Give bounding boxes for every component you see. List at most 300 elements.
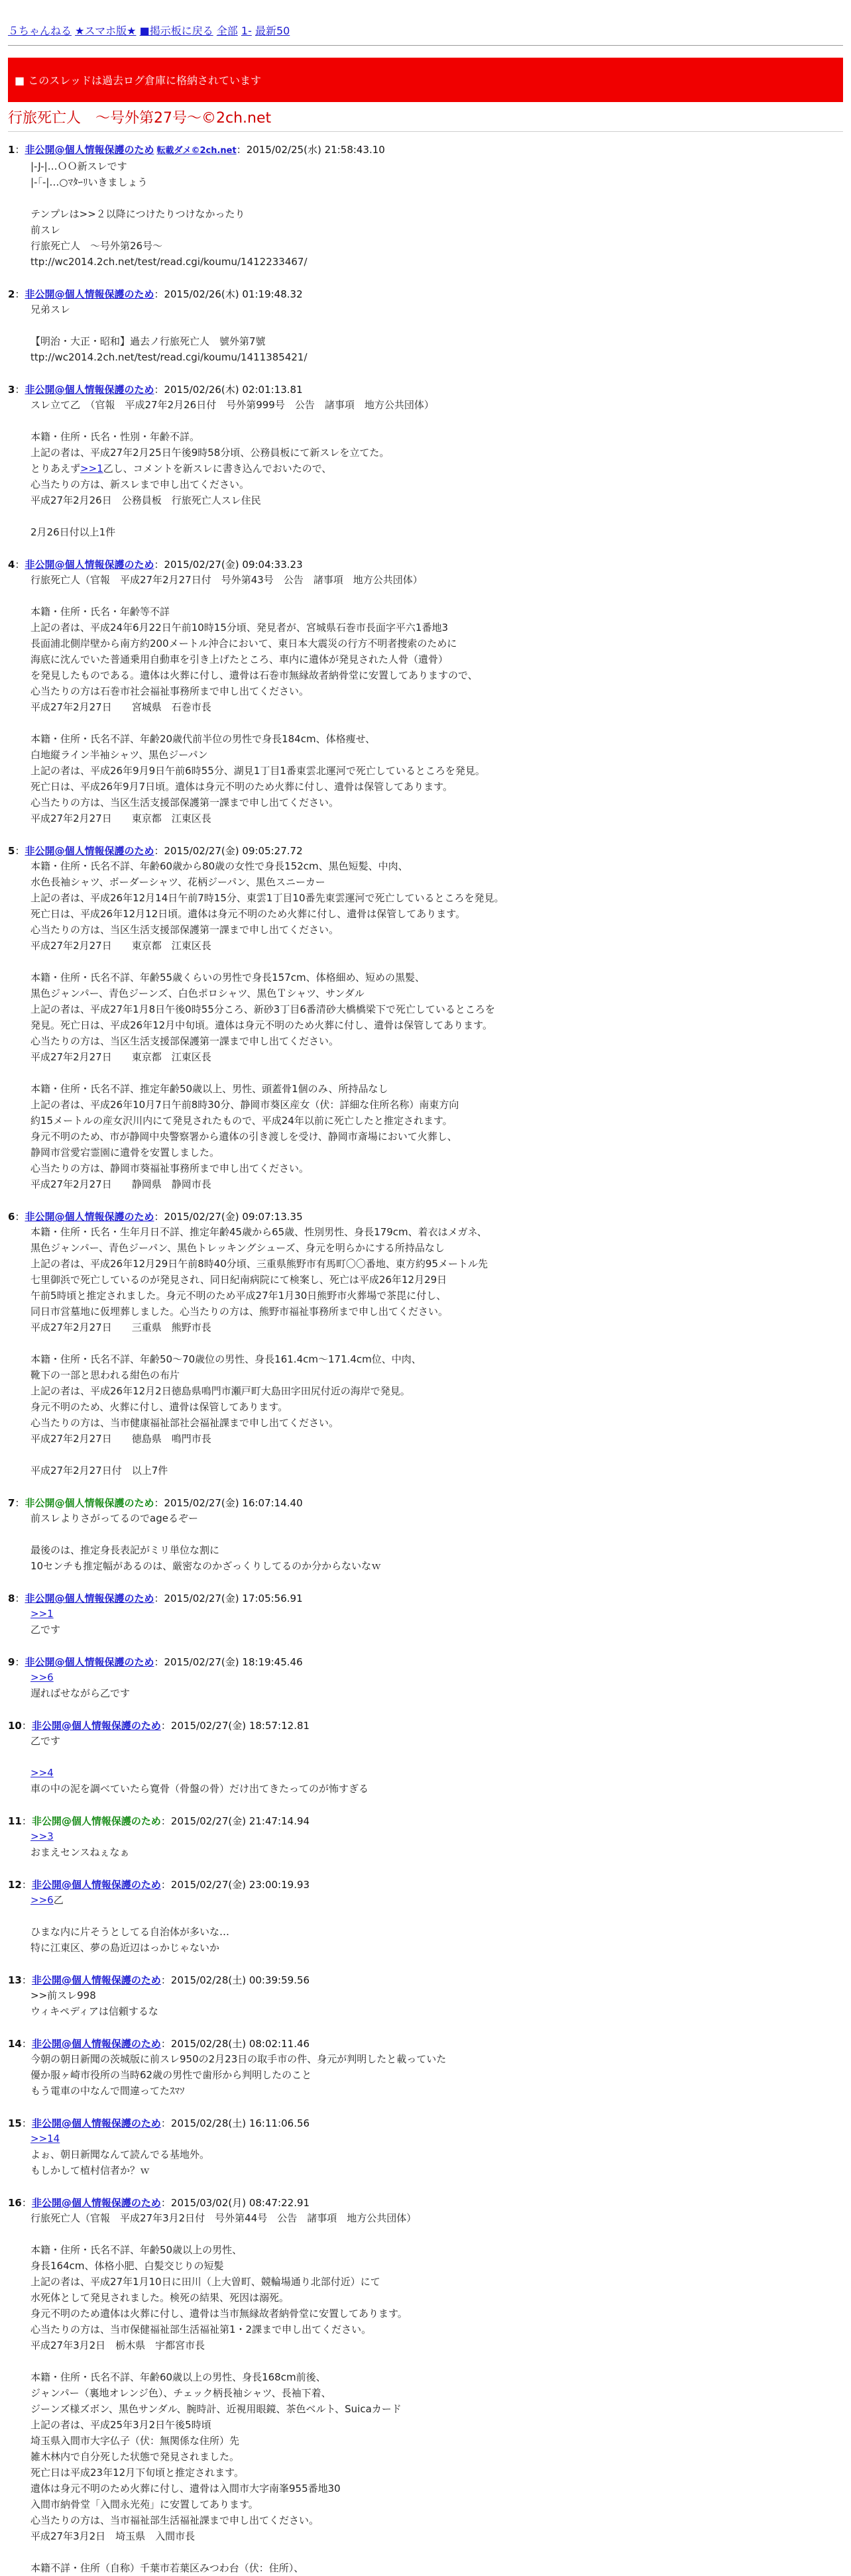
post bbox=[8, 2037, 843, 2099]
post-line bbox=[30, 174, 843, 190]
post-line bbox=[30, 1351, 843, 1367]
line-text: ウィキペディアは信頼するな bbox=[30, 2005, 158, 2017]
post-line bbox=[30, 1319, 843, 1335]
site-link[interactable]: ５ちゃんねる bbox=[8, 25, 72, 37]
line-text: 平成27年3月2日 埼玉県 入間市長 bbox=[30, 2530, 196, 2542]
post-line bbox=[30, 1097, 843, 1113]
post-number: 8 bbox=[8, 1593, 15, 1604]
post-line bbox=[30, 1685, 843, 1701]
all-link[interactable]: 全部 bbox=[216, 25, 238, 37]
post-line bbox=[30, 604, 843, 620]
post-line bbox=[30, 1335, 843, 1351]
post-line bbox=[30, 2560, 843, 2576]
post-body bbox=[30, 2131, 843, 2178]
line-text: 本籍・住所・氏名不詳、年齢50〜70歳位の男性、身長161.4cm〜171.4cm位、中肉、 bbox=[30, 1353, 422, 1365]
line-text: 心当たりの方は、静岡市葵福祉事務所まで申し出てください。 bbox=[30, 1162, 310, 1174]
line-text: 遅ればせながら乙です bbox=[30, 1687, 131, 1699]
line-text: 10センチも推定幅があるのは、厳密なのかざっくりしてるのか分からないなｗ bbox=[30, 1560, 382, 1572]
poster-name[interactable]: 非公開@個人情報保護のため bbox=[31, 2117, 161, 2129]
post-line bbox=[30, 1145, 843, 1160]
post-line bbox=[30, 2051, 843, 2067]
post-line bbox=[30, 1224, 843, 1240]
line-text: 上記の者は、平成26年10月7日午前8時30分、静岡市葵区産女（伏：詳細な住所名称）南東方向 bbox=[30, 1099, 459, 1111]
post-line bbox=[30, 2131, 843, 2147]
post-number: 5 bbox=[8, 845, 15, 857]
post bbox=[8, 1973, 843, 2019]
line-text: 平成27年2月27日 三重県 熊野市長 bbox=[30, 1321, 211, 1333]
post-line bbox=[30, 938, 843, 954]
line-text: 心当たりの方は、当市福祉部生活福祉課まで申し出てください。 bbox=[30, 2514, 319, 2526]
post-line bbox=[30, 1924, 843, 1940]
line-text: |-｢-|…○ﾏﾀｰﾘいきましょう bbox=[30, 176, 148, 188]
line-text: 約15メートルの産女沢川内にて発見されたもので、平成24年以前に死亡したと推定されます。 bbox=[30, 1115, 453, 1127]
line-text: ジーンズ様ズボン、黒色サンダル、腕時計、近視用眼鏡、茶色ベルト、Suicaカード bbox=[30, 2403, 402, 2415]
line-text: 行旅死亡人 〜号外第26号〜 bbox=[30, 240, 163, 252]
post-number: 6 bbox=[8, 1211, 15, 1223]
line-text: 今朝の朝日新聞の茨城版に前スレ950の2月23日の取手市の件、身元が判明したと載っていた bbox=[30, 2053, 447, 2065]
line-text: 上記の者は、平成25年3月2日午後5時頃 bbox=[30, 2419, 211, 2431]
post-date: ：2015/02/27(金) 09:05:27.72 bbox=[154, 845, 303, 857]
line-text: 乙です bbox=[30, 1624, 61, 1636]
line-text: 平成27年2月27日 東京都 江東区長 bbox=[30, 1051, 211, 1063]
post bbox=[8, 844, 843, 1192]
post-line bbox=[30, 429, 843, 445]
post-line bbox=[30, 445, 843, 461]
post-date: ：2015/02/25(水) 21:58:43.10 bbox=[236, 144, 385, 156]
poster-name[interactable]: 非公開@個人情報保護のため bbox=[31, 1879, 161, 1891]
post bbox=[8, 1877, 843, 1956]
post-date: ：2015/03/02(月) 08:47:22.91 bbox=[160, 2197, 310, 2209]
post-line bbox=[30, 349, 843, 365]
post-line bbox=[30, 2481, 843, 2496]
post bbox=[8, 1591, 843, 1638]
post-body bbox=[30, 397, 843, 540]
line-text: 心当たりの方は、当市保健福祉部生活福祉第1・2課まで申し出てください。 bbox=[30, 2324, 372, 2335]
line-text: 平成27年3月2日 栃木県 宇都宮市長 bbox=[30, 2339, 205, 2351]
post bbox=[8, 142, 843, 270]
post-header: 4：非公開@個人情報保護のため：2015/02/27(金) 09:04:33.23 bbox=[8, 559, 303, 571]
post-date: ：2015/02/28(土) 08:02:11.46 bbox=[160, 2038, 310, 2050]
post bbox=[8, 1209, 843, 1479]
post-line bbox=[30, 2369, 843, 2385]
line-text: 黒色ジャンパー、青色ジーンズ、白色ポロシャツ、黒色Ｔシャツ、サンダル bbox=[30, 987, 365, 999]
post-line bbox=[30, 1908, 843, 1924]
post-body bbox=[30, 572, 843, 826]
post-line bbox=[30, 2417, 843, 2433]
post-date: ：2015/02/26(木) 02:01:13.81 bbox=[154, 384, 303, 396]
post bbox=[8, 1814, 843, 1860]
post-line bbox=[30, 651, 843, 667]
line-text: 平成27年2月27日 宮城県 石巻市長 bbox=[30, 701, 211, 713]
post-header: 7：非公開@個人情報保護のため：2015/02/27(金) 16:07:14.40 bbox=[8, 1497, 303, 1509]
line-text: 本籍不詳・住所（自称）千葉市若葉区みつわ台（伏：住所）、 bbox=[30, 2562, 304, 2574]
post-line bbox=[30, 2147, 843, 2162]
post-line bbox=[30, 811, 843, 826]
post-body bbox=[30, 302, 843, 365]
line-text: 心当たりの方は、当区生活支援部保護第一課まで申し出てください。 bbox=[30, 1035, 339, 1047]
line-text: 行旅死亡人（官報 平成27年3月2日付 号外第44号 公告 諸事項 地方公共団体） bbox=[30, 2212, 417, 2224]
post bbox=[8, 1496, 843, 1574]
line-text: 白地縦ライン半袖シャツ、黒色ジーパン bbox=[30, 749, 208, 761]
post-line bbox=[30, 683, 843, 699]
poster-name[interactable]: 非公開@個人情報保護のため bbox=[31, 2197, 161, 2209]
post-line bbox=[30, 1844, 843, 1860]
poster-name[interactable]: 非公開@個人情報保護のため bbox=[31, 1974, 161, 1986]
post-line bbox=[30, 747, 843, 763]
line-text: 乙です bbox=[30, 1735, 61, 1747]
post-header: 16：非公開@個人情報保護のため：2015/03/02(月) 08:47:22.91 bbox=[8, 2197, 310, 2209]
post-line bbox=[30, 2083, 843, 2099]
post-date: ：2015/02/27(金) 17:05:56.91 bbox=[154, 1593, 303, 1604]
line-text: 遺体は身元不明のため火葬に付し、遺骨は入間市大字南峯955番地30 bbox=[30, 2483, 341, 2494]
post-line bbox=[30, 461, 843, 476]
post-line bbox=[30, 1622, 843, 1638]
line-text: もしかして植村信者か？ｗ bbox=[30, 2164, 150, 2176]
post bbox=[8, 2116, 843, 2178]
line-text: 本籍・住所・氏名不詳、年齢20歳代前半位の男性で身長184cm、体格痩せ、 bbox=[30, 733, 376, 745]
post-line bbox=[30, 1129, 843, 1145]
line-text: 平成27年2月26日 公務員板 行旅死亡人スレ住民 bbox=[30, 494, 261, 506]
post-date: ：2015/02/27(金) 21:47:14.94 bbox=[160, 1815, 310, 1827]
line-text: 身元不明のため、市が静岡中央警察署から遺体の引き渡しを受け、静岡市斎場において火葬し、 bbox=[30, 1131, 457, 1143]
post-line bbox=[30, 1113, 843, 1129]
post bbox=[8, 1655, 843, 1701]
post-line bbox=[30, 1017, 843, 1033]
poster-name[interactable]: 非公開@個人情報保護のため bbox=[25, 559, 154, 571]
line-text: ttp://wc2014.2ch.net/test/read.cgi/koumu/1411385421/ bbox=[30, 351, 308, 363]
line-text: 兄弟スレ bbox=[30, 304, 71, 315]
poster-name[interactable]: 非公開@個人情報保護のため bbox=[25, 1211, 154, 1223]
post-number: 12 bbox=[8, 1879, 22, 1891]
post-body bbox=[30, 1733, 843, 1797]
reply-anchor-link[interactable]: >>6 bbox=[30, 1671, 54, 1683]
poster-name[interactable]: 非公開@個人情報保護のため bbox=[25, 1656, 154, 1668]
post-date: ：2015/02/28(土) 16:11:06.56 bbox=[160, 2117, 310, 2129]
post-line bbox=[30, 1176, 843, 1192]
line-text: 平成27年2月27日 東京都 江東区長 bbox=[30, 812, 211, 824]
line-text: 入間市納骨堂「入間永光苑」に安置してあります。 bbox=[30, 2498, 258, 2510]
reply-anchor-link[interactable]: >>3 bbox=[30, 1830, 54, 1842]
post-line bbox=[30, 508, 843, 524]
line-text: 平成27年2月27日 東京都 江東区長 bbox=[30, 940, 211, 952]
reply-anchor-link[interactable]: >>1 bbox=[30, 1608, 54, 1620]
post-line bbox=[30, 1399, 843, 1415]
post-body bbox=[30, 2210, 843, 2576]
post-line bbox=[30, 922, 843, 938]
post-line bbox=[30, 890, 843, 906]
post-number: 15 bbox=[8, 2117, 22, 2129]
line-text: 静岡市営愛宕霊園に遺骨を安置しました。 bbox=[30, 1147, 220, 1158]
post-line bbox=[30, 1669, 843, 1685]
line-text: 車の中の泥を調べていたら寛骨（骨盤の骨）だけ出てきたってのが怖すぎる bbox=[30, 1783, 369, 1795]
post-line bbox=[30, 1383, 843, 1399]
post-line bbox=[30, 2162, 843, 2178]
line-text: 身元不明のため、火葬に付し、遺骨は保管してあります。 bbox=[30, 1401, 288, 1413]
post-line bbox=[30, 1001, 843, 1017]
line-text: 心当たりの方は、当市健康福祉部社会福祉課まで申し出てください。 bbox=[30, 1417, 339, 1429]
post-header: 10：非公開@個人情報保護のため：2015/02/27(金) 18:57:12.81 bbox=[8, 1720, 310, 1732]
post-line bbox=[30, 2290, 843, 2306]
line-text: 本籍・住所・氏名不詳、年齢50歳以上の男性、 bbox=[30, 2244, 243, 2256]
line-text: 雑木林内で自分死した状態で発見されました。 bbox=[30, 2451, 240, 2463]
poster-name[interactable]: 非公開@個人情報保護のため bbox=[31, 1720, 161, 1732]
archived-banner: ■ このスレッドは過去ログ倉庫に格納されています bbox=[8, 58, 843, 102]
post-line bbox=[30, 1367, 843, 1383]
post-line bbox=[30, 731, 843, 747]
post-body bbox=[30, 1988, 843, 2019]
post-line bbox=[30, 333, 843, 349]
poster-name[interactable]: 非公開@個人情報保護のため bbox=[25, 384, 154, 396]
post-header: 6：非公開@個人情報保護のため：2015/02/27(金) 09:07:13.35 bbox=[8, 1211, 303, 1223]
post-date: ：2015/02/27(金) 09:07:13.35 bbox=[154, 1211, 303, 1223]
reply-anchor-link[interactable]: >>6 bbox=[30, 1894, 54, 1906]
title-divider bbox=[8, 131, 843, 132]
poster-name[interactable]: 非公開@個人情報保護のため bbox=[25, 144, 154, 156]
post-line bbox=[30, 620, 843, 636]
post-line bbox=[30, 1828, 843, 1844]
post-body bbox=[30, 1224, 843, 1479]
post-line bbox=[30, 1463, 843, 1479]
post-line bbox=[30, 302, 843, 317]
post-header: 8：非公開@個人情報保護のため：2015/02/27(金) 17:05:56.91 bbox=[8, 1593, 303, 1604]
range-link[interactable]: 1- bbox=[241, 25, 252, 37]
line-text: 心当たりの方は、当区生活支援部保護第一課まで申し出てください。 bbox=[30, 797, 339, 809]
post-line bbox=[30, 2337, 843, 2353]
post-line bbox=[30, 954, 843, 970]
post-line bbox=[30, 1765, 843, 1781]
post-line bbox=[30, 397, 843, 413]
post-line bbox=[30, 524, 843, 540]
post-line bbox=[30, 1288, 843, 1304]
line-text: 七里御浜で死亡しているのが発見され、同日紀南病院にて検案し、死亡は平成26年12月29日 bbox=[30, 1274, 447, 1286]
line-text: 上記の者は、平成26年12月2日徳島県鳴門市瀬戸町大島田字田尻付近の海岸で発見。 bbox=[30, 1385, 410, 1397]
poster-name[interactable]: 非公開@個人情報保護のため bbox=[31, 2038, 161, 2050]
post-line bbox=[30, 1431, 843, 1447]
post-line bbox=[30, 763, 843, 779]
post-line bbox=[30, 970, 843, 985]
post-line bbox=[30, 2258, 843, 2274]
post-line bbox=[30, 1081, 843, 1097]
reply-anchor-link[interactable]: >>14 bbox=[30, 2133, 60, 2145]
post-header: 9：非公開@個人情報保護のため：2015/02/27(金) 18:19:45.46 bbox=[8, 1656, 303, 1668]
post-body bbox=[30, 158, 843, 270]
line-text: 上記の者は、平成27年1月10日に田川（上大曽町、競輪場通り北部付近）にて bbox=[30, 2276, 380, 2288]
line-text: 前スレ bbox=[30, 224, 61, 236]
post-line bbox=[30, 795, 843, 811]
line-text: 前スレよりさがってるのでageるぞー bbox=[30, 1512, 198, 1524]
post-line bbox=[30, 2067, 843, 2083]
mobile-link[interactable]: ★スマホ版★ bbox=[75, 25, 137, 37]
post-line bbox=[30, 1606, 843, 1622]
line-text: 上記の者は、平成26年12月14日午前7時15分、東雲1丁目10番先東雲運河で死亡しているところを発見。 bbox=[30, 892, 504, 904]
post-body bbox=[30, 1892, 843, 1956]
post-line bbox=[30, 1160, 843, 1176]
post-line bbox=[30, 222, 843, 238]
post-line bbox=[30, 1526, 843, 1542]
post-number: 13 bbox=[8, 1974, 22, 1986]
line-text: 行旅死亡人（官報 平成27年2月27日付 号外第43号 公告 諸事項 地方公共団体） bbox=[30, 574, 423, 586]
poster-name: 非公開@個人情報保護のため bbox=[25, 1497, 154, 1509]
post-line bbox=[30, 1240, 843, 1256]
post-header: 5：非公開@個人情報保護のため：2015/02/27(金) 09:05:27.72 bbox=[8, 845, 303, 857]
post-line bbox=[30, 2433, 843, 2449]
post-line bbox=[30, 2465, 843, 2481]
post-line bbox=[30, 1049, 843, 1065]
post-line bbox=[30, 158, 843, 174]
post-header: 14：非公開@個人情報保護のため：2015/02/28(土) 08:02:11.46 bbox=[8, 2038, 310, 2050]
post-line bbox=[30, 715, 843, 731]
post-header: 11：非公開@個人情報保護のため：2015/02/27(金) 21:47:14.94 bbox=[8, 1815, 310, 1827]
line-text: 本籍・住所・氏名・生年月日不詳、推定年齢45歳から65歳、性別男性、身長179cm、着衣はメガネ、 bbox=[30, 1226, 487, 1238]
post-line bbox=[30, 190, 843, 206]
line-text: 本籍・住所・氏名・年齢等不詳 bbox=[30, 606, 170, 618]
post-line bbox=[30, 2274, 843, 2290]
line-text: 優か服ヶ崎市役所の当時62歳の男性で歯形から判明したのこと bbox=[30, 2069, 312, 2081]
line-text: 平成27年2月27日 静岡県 静岡市長 bbox=[30, 1178, 211, 1190]
post-line bbox=[30, 2496, 843, 2512]
line-text: よぉ、朝日新聞なんて読んでる基地外。 bbox=[30, 2149, 210, 2160]
post-date: ：2015/02/27(金) 23:00:19.93 bbox=[160, 1879, 310, 1891]
latest50-link[interactable]: 最新50 bbox=[255, 25, 290, 37]
post bbox=[8, 287, 843, 365]
line-text: 黒色ジャンパー、青色ジーパン、黒色トレッキングシューズ、身元を明らかにする所持品なし bbox=[30, 1242, 445, 1254]
post-header: 2：非公開@個人情報保護のため：2015/02/26(木) 01:19:48.32 bbox=[8, 288, 303, 300]
poster-name[interactable]: 非公開@個人情報保護のため bbox=[25, 288, 154, 300]
post-line bbox=[30, 858, 843, 874]
line-text: を発見したものである。遺体は火葬に付し、遺骨は石巻市無縁故者納骨堂に安置してありますので、 bbox=[30, 669, 478, 681]
post-line bbox=[30, 206, 843, 222]
post-line bbox=[30, 317, 843, 333]
post-number: 1 bbox=[8, 144, 15, 156]
line-text: 特に江東区、夢の島近辺はっかじゃないか bbox=[30, 1942, 220, 1954]
poster-name[interactable]: 非公開@個人情報保護のため bbox=[25, 1593, 154, 1604]
back-to-board-link[interactable]: ■掲示板に戻る bbox=[139, 25, 213, 37]
post-line bbox=[30, 2210, 843, 2226]
line-text: 上記の者は、平成24年6月22日午前10時15分頃、発見者が、宮城県石巻市長面字平六1番地3 bbox=[30, 622, 448, 634]
divider bbox=[8, 45, 843, 46]
post-line bbox=[30, 2544, 843, 2560]
line-text: もう電車の中なんで間違ってたｽﾏｿ bbox=[30, 2085, 185, 2097]
post-line bbox=[30, 1940, 843, 1956]
line-text: 最後のは、推定身長表記がミリ単位な割に bbox=[30, 1544, 220, 1556]
post-line bbox=[30, 906, 843, 922]
line-text: 上記の者は、平成26年12月29日午前8時40分頃、三重県熊野市有馬町〇〇番地、東方約95メートル先 bbox=[30, 1258, 488, 1270]
line-text: 長面浦北側岸壁から南方約200メートル沖合において、東日本大震災の行方不明者捜索のために bbox=[30, 638, 457, 649]
line-text: 同日市営墓地に仮埋葬しました。心当たりの方は、熊野市福祉事務所まで申し出てください。 bbox=[30, 1306, 449, 1317]
post-number: 9 bbox=[8, 1656, 15, 1668]
line-text: 上記の者は、平成27年2月25日午後9時58分頃、公務員板にて新スレを立てた。 bbox=[30, 447, 390, 459]
post-date: ：2015/02/28(土) 00:39:59.56 bbox=[160, 1974, 310, 1986]
post-line bbox=[30, 413, 843, 429]
post-body bbox=[30, 1606, 843, 1638]
line-text: 【明治・大正・昭和】過去ノ行旅死亡人 號外第7號 bbox=[30, 335, 266, 347]
post-header: 12：非公開@個人情報保護のため：2015/02/27(金) 23:00:19.93 bbox=[8, 1879, 310, 1891]
post-line bbox=[30, 2306, 843, 2322]
poster-trip[interactable]: 転載ダメ©2ch.net bbox=[156, 146, 237, 156]
line-text: 水死体として発見されました。検死の結果、死因は溺死。 bbox=[30, 2292, 290, 2304]
post-line bbox=[30, 254, 843, 270]
post-line bbox=[30, 2226, 843, 2242]
post-line bbox=[30, 1749, 843, 1765]
post-header: 3：非公開@個人情報保護のため：2015/02/26(木) 02:01:13.81 bbox=[8, 384, 303, 396]
post-line bbox=[30, 1033, 843, 1049]
post-line bbox=[30, 636, 843, 651]
line-text: 午前5時頃と推定されました。身元不明のため平成27年1月30日熊野市火葬場で茶毘に付し、 bbox=[30, 1290, 447, 1302]
line-text: 死亡日は平成23年12月下旬頃と推定されます。 bbox=[30, 2467, 244, 2479]
line-text: 上記の者は、平成27年1月8日午後0時55分ころ、新砂3丁目6番清砂大橋橋梁下で死亡しているところを bbox=[30, 1003, 495, 1015]
post bbox=[8, 382, 843, 540]
post-date: ：2015/02/27(金) 18:57:12.81 bbox=[160, 1720, 310, 1732]
reply-anchor-link[interactable]: >>1 bbox=[80, 463, 103, 475]
post-body bbox=[30, 1669, 843, 1701]
post-line bbox=[30, 1065, 843, 1081]
post-line bbox=[30, 2242, 843, 2258]
line-text: 心当たりの方は石巻市社会福祉事務所まで申し出てください。 bbox=[30, 685, 310, 697]
line-text: テンプレは>>２以降につけたりつけなかったり bbox=[30, 208, 245, 220]
line-text: 本籍・住所・氏名・性別・年齢不詳。 bbox=[30, 431, 200, 443]
line-text: 埼玉県入間市大字仏子（伏：無関係な住所）先 bbox=[30, 2435, 240, 2447]
line-text: 本籍・住所・氏名不詳、年齢60歳以上の男性、身長168cm前後、 bbox=[30, 2371, 326, 2383]
post bbox=[8, 1718, 843, 1797]
post-line bbox=[30, 1510, 843, 1526]
line-text: 心当たりの方は、当区生活支援部保護第一課まで申し出てください。 bbox=[30, 924, 339, 936]
post-header: 13：非公開@個人情報保護のため：2015/02/28(土) 00:39:59.56 bbox=[8, 1974, 310, 1986]
post-line bbox=[30, 1542, 843, 1558]
line-text: とりあえず bbox=[30, 463, 81, 475]
post-number: 7 bbox=[8, 1497, 15, 1509]
post-line bbox=[30, 1781, 843, 1797]
line-text: 平成27年2月27日 徳島県 鳴門市長 bbox=[30, 1433, 211, 1445]
post-line bbox=[30, 2528, 843, 2544]
post-number: 11 bbox=[8, 1815, 22, 1827]
post-number: 16 bbox=[8, 2197, 22, 2209]
line-text: 平成27年2月27日付 以上7件 bbox=[30, 1465, 168, 1477]
post-body bbox=[30, 1510, 843, 1574]
poster-name: 非公開@個人情報保護のため bbox=[31, 1815, 161, 1827]
line-text: おまえセンスねぇなぁ bbox=[30, 1846, 130, 1858]
line-text: ttp://wc2014.2ch.net/test/read.cgi/koumu/1412233467/ bbox=[30, 256, 308, 268]
post-date: ：2015/02/26(木) 01:19:48.32 bbox=[154, 288, 303, 300]
line-text: ひまな内に片そうとしてる自治体が多いな… bbox=[30, 1926, 230, 1938]
post-line bbox=[30, 2401, 843, 2417]
post-line bbox=[30, 572, 843, 588]
post-line bbox=[30, 2322, 843, 2337]
reply-anchor-link[interactable]: >>4 bbox=[30, 1767, 54, 1779]
post-line bbox=[30, 1447, 843, 1463]
post-line bbox=[30, 476, 843, 492]
post-line bbox=[30, 699, 843, 715]
post-date: ：2015/02/27(金) 18:19:45.46 bbox=[154, 1656, 303, 1668]
post-body bbox=[30, 858, 843, 1192]
line-text: >>前スレ998 bbox=[30, 1989, 96, 2001]
post bbox=[8, 557, 843, 826]
line-text: ジャンパー（裏地オレンジ色）、チェック柄長袖シャツ、長袖下着、 bbox=[30, 2387, 331, 2399]
post-line bbox=[30, 1558, 843, 1574]
post-body bbox=[30, 1828, 843, 1860]
poster-name[interactable]: 非公開@個人情報保護のため bbox=[25, 845, 154, 857]
thread-title: 行旅死亡人 〜号外第27号〜©2ch.net bbox=[8, 110, 272, 127]
post-list bbox=[8, 142, 843, 2576]
post-number: 14 bbox=[8, 2038, 22, 2050]
post-line bbox=[30, 2353, 843, 2369]
post-date: ：2015/02/27(金) 09:04:33.23 bbox=[154, 559, 303, 571]
post-line bbox=[30, 1892, 843, 1908]
post-line bbox=[30, 667, 843, 683]
post-line bbox=[30, 874, 843, 890]
post-line bbox=[30, 2385, 843, 2401]
post-line bbox=[30, 2512, 843, 2528]
post-line bbox=[30, 1988, 843, 2003]
